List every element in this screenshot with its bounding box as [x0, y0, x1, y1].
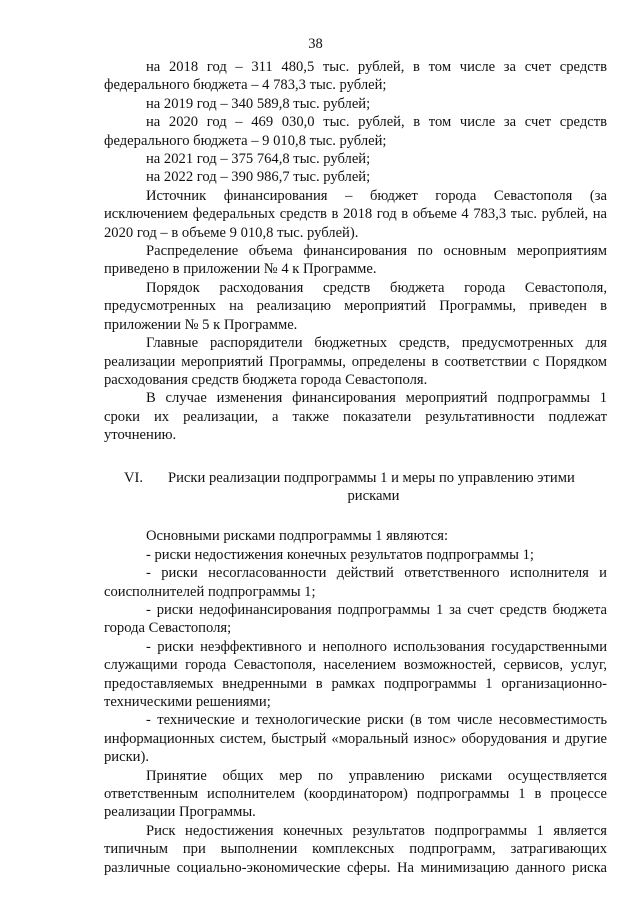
financing-line: на 2020 год – 469 030,0 тыс. рублей, в том числе за счет средств федерального бюджета – 9 010,8 тыс. рублей; — [104, 114, 607, 149]
risk-item: - риски недостижения конечных результатов подпрограммы 1; — [146, 546, 534, 563]
paragraph: В случае изменения финансирования мероприятий подпрограммы 1 сроки их реализации, а также показатели результативности подлежат уточнению. — [104, 390, 607, 444]
risks-intro: Основными рисками подпрограммы 1 являются: — [146, 528, 449, 545]
document-body — [104, 58, 607, 877]
paragraph: Порядок расходования средств бюджета города Севастополя, предусмотренных на реализацию мероприятий Программы, приведен в приложении № 5 к Программе. — [104, 279, 607, 333]
section-number: VI. — [124, 469, 144, 486]
section-heading — [104, 469, 607, 506]
paragraph: Главные распорядители бюджетных средств, предусмотренных для реализации мероприятий Программы, определены в соответствии с Порядком расходования средств бюджета города Севастополя. — [104, 335, 607, 388]
risk-item: - риски неэффективного и неполного использования государственными служащими города Севастополя, населением возможностей, сервисов, услуг, предоставляемых внедренными в рамках подпрограммы 1 организационно-техническими решениями; — [104, 638, 607, 710]
financing-line: на 2019 год – 340 589,8 тыс. рублей; — [146, 95, 371, 112]
paragraph: Источник финансирования – бюджет города Севастополя (за исключением федеральных средств в 2018 год в объеме 4 783,3 тыс. рублей, на 2020 год – в объеме 9 010,8 тыс. рублей). — [104, 187, 607, 241]
financing-line: на 2021 год – 375 764,8 тыс. рублей; — [146, 151, 371, 168]
section-title-line-2: рисками — [347, 487, 400, 504]
section-title-line-1: Риски реализации подпрограммы 1 и меры по управлению этими — [168, 469, 575, 486]
paragraph: Принятие общих мер по управлению рисками осуществляется ответственным исполнителем (координатором) подпрограммы 1 в процессе реализации Программы. — [104, 767, 607, 821]
risk-item: - риски несогласованности действий ответственного исполнителя и соисполнителей подпрограммы 1; — [104, 565, 607, 600]
risk-item: - технические и технологические риски (в том числе несовместимость информационных систем, быстрый «моральный износ» оборудования и другие риски). — [104, 712, 607, 766]
risk-item: - риски недофинансирования подпрограммы 1 за счет средств бюджета города Севастополя; — [104, 601, 607, 637]
page-number: 38 — [308, 36, 323, 52]
paragraph: Распределение объема финансирования по основным мероприятиям приведено в приложении № 4 к Программе. — [104, 243, 607, 278]
financing-line: на 2018 год – 311 480,5 тыс. рублей, в том числе за счет средств федерального бюджета – 4 783,3 тыс. рублей; — [104, 59, 607, 94]
paragraph: Риск недостижения конечных результатов подпрограммы 1 является типичным при выполнении комплексных подпрограмм, затрагивающих различные социально-экономические сферы. На минимизацию данного риска — [104, 822, 607, 876]
financing-line: на 2022 год – 390 986,7 тыс. рублей; — [146, 169, 371, 186]
